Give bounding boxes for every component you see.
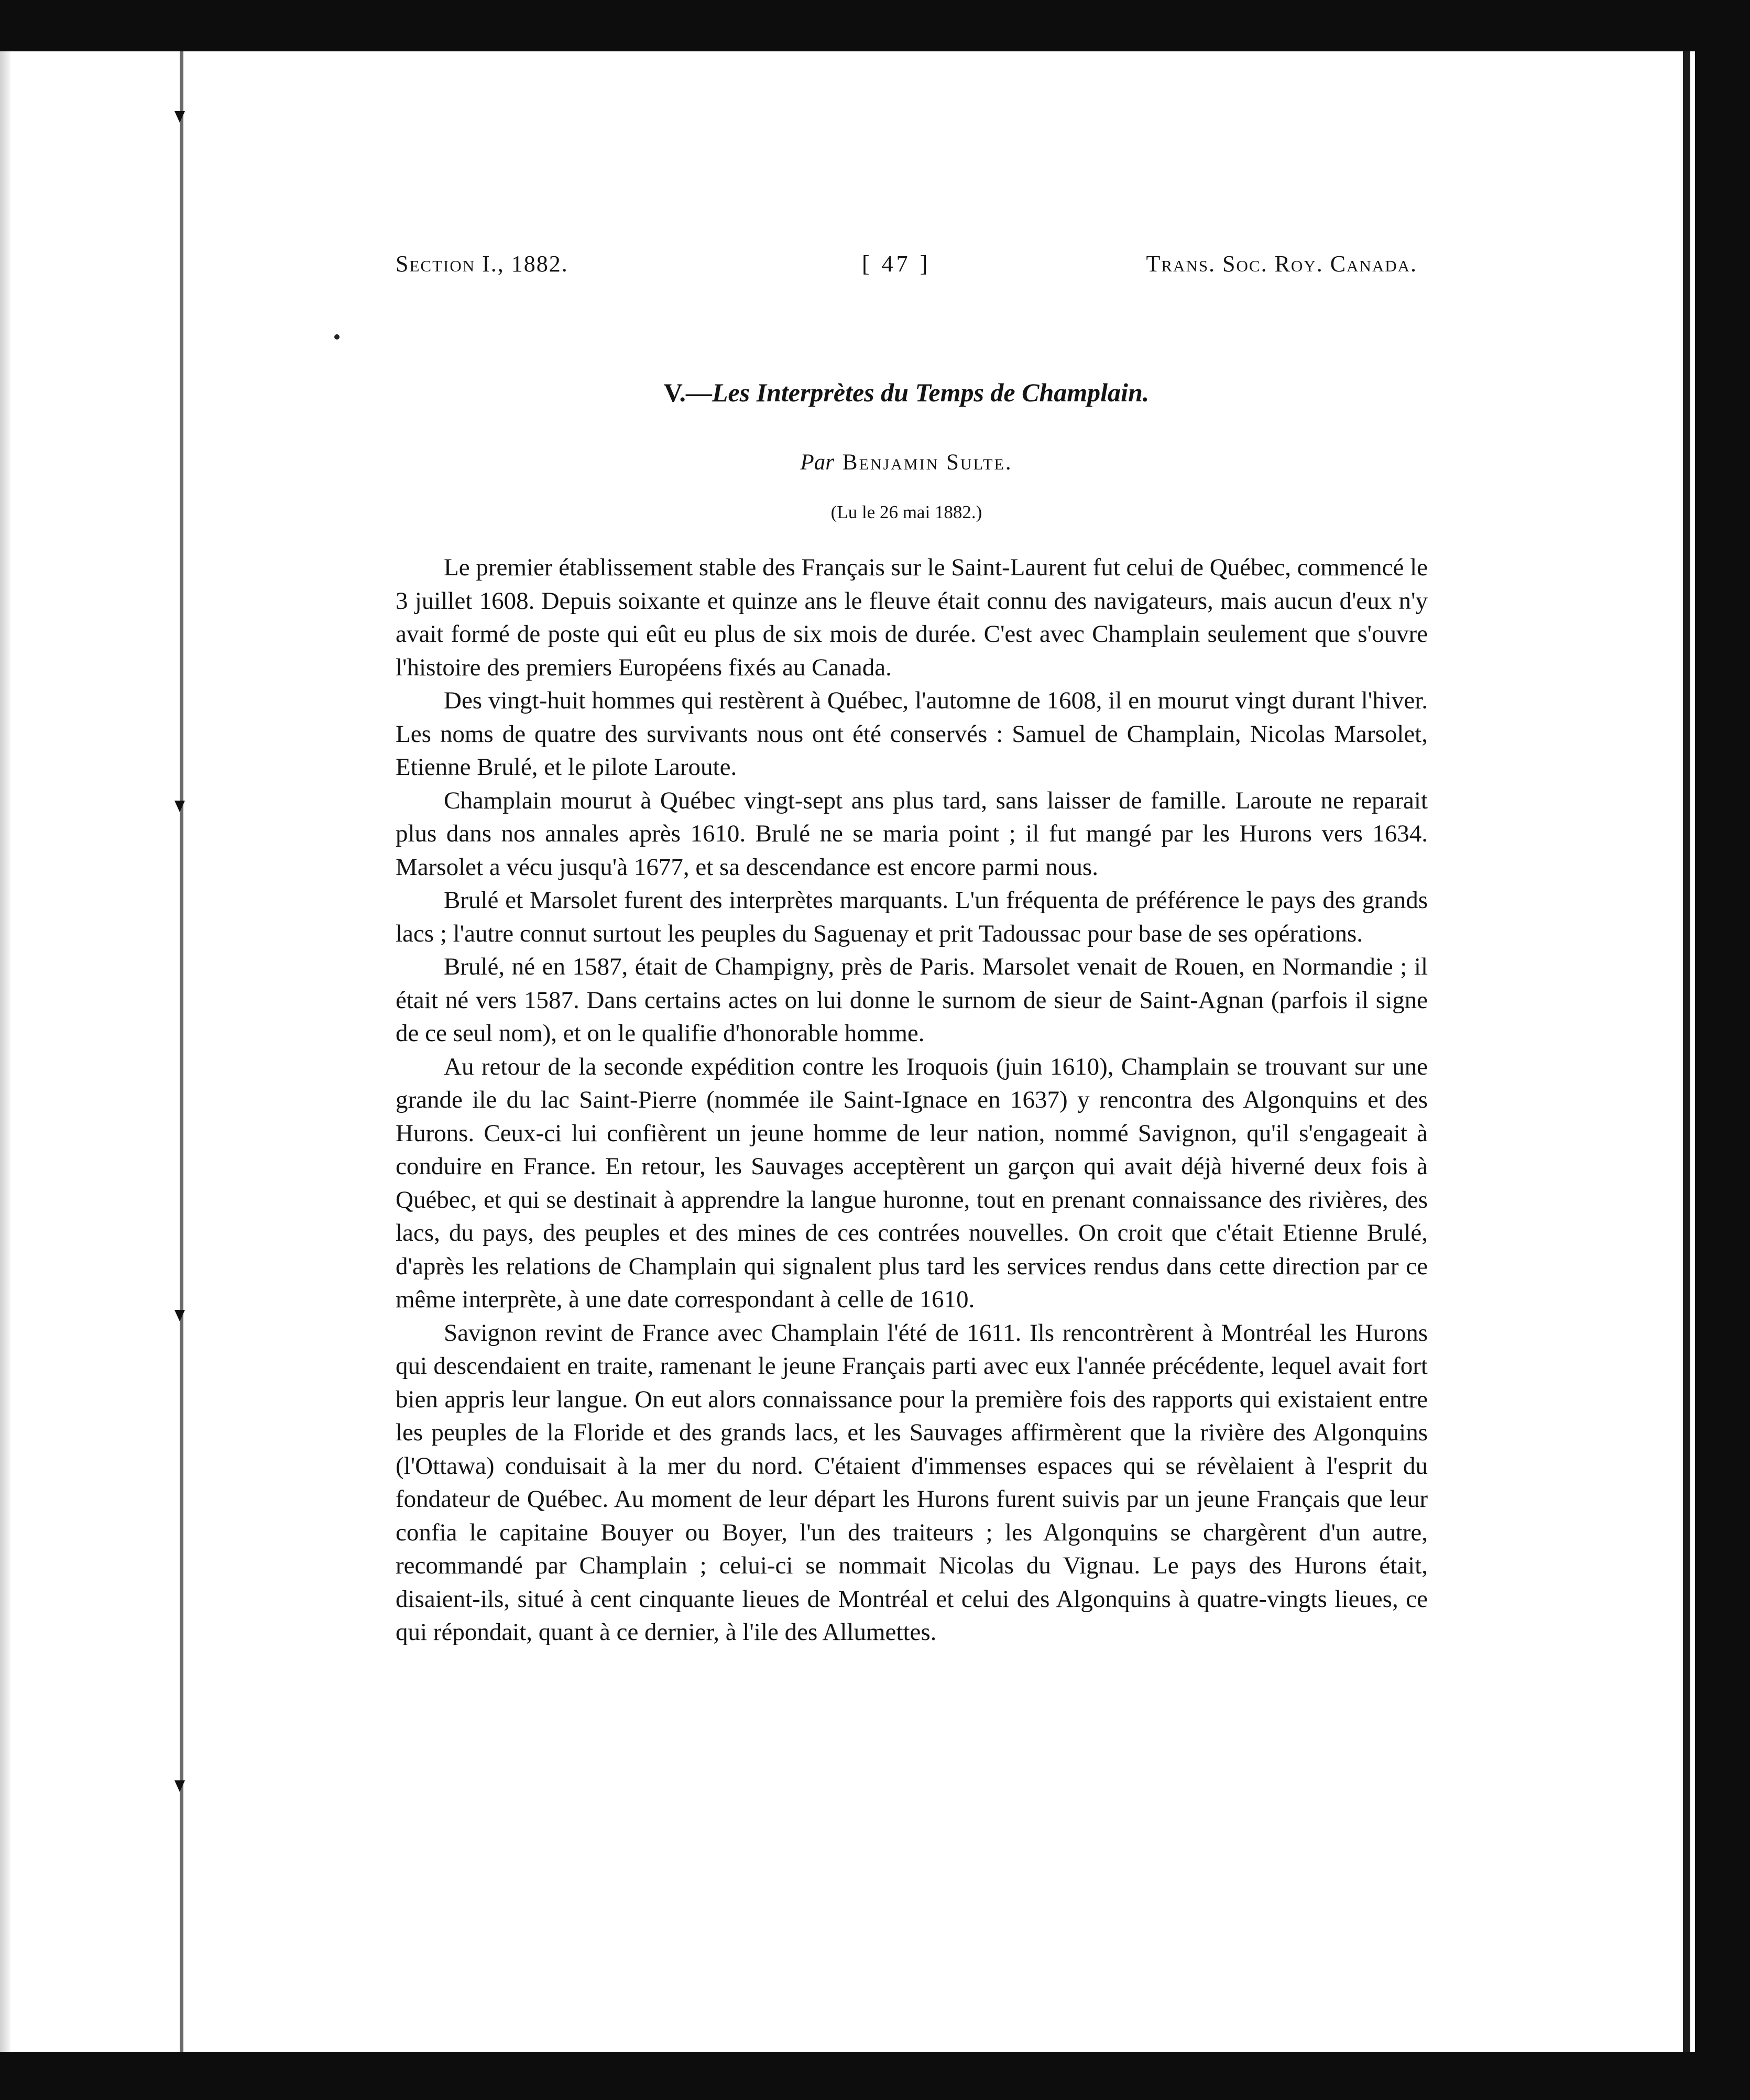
paragraph: Au retour de la seconde expédition contre les Iroquois (juin 1610), Champlain se trouvant sur une grande ile du lac Saint-Pierre (nommée ile Saint-Ignace en 1637) y rencontra des Algonquins et des Hurons. Ceux-ci lui confièrent un jeune homme de leur nation, nommé Savignon, qu'il s'engageait à conduire en France. En retour, les Sauvages acceptèrent un garçon qui avait déjà hiverné deux fois à Québec, et qui se destinait à apprendre la langue huronne, tout en prenant connaissance des rivières, des lacs, du pays, des peuples et des mines de ces contrées nouvelles. On croit que c'était Etienne Brulé, d'après les relations de Champlain qui signalent plus tard les services rendus dans cette direction par ce même interprète, à une date correspondant à celle de 1610. bbox=[396, 1053, 1428, 1313]
article-title-text: Les Interprètes du Temps de Champlain. bbox=[712, 378, 1150, 407]
binding-notch-mark bbox=[174, 111, 185, 123]
paragraph: Des vingt-huit hommes qui restèrent à Québec, l'automne de 1608, il en mourut vingt durant l'hiver. Les noms de quatre des survivants nous ont été conservés : Samuel de Champlain, Nicolas Marsolet, Etienne Brulé, et le pilote Laroute. bbox=[396, 687, 1428, 781]
running-header-journal: Trans. Soc. Roy. Canada. bbox=[1146, 251, 1417, 277]
binding-line bbox=[180, 51, 183, 2052]
scan-border-bottom bbox=[0, 2052, 1750, 2100]
scan-border-right bbox=[1695, 0, 1750, 2100]
binding-gutter bbox=[0, 51, 10, 2052]
read-date: (Lu le 26 mai 1882.) bbox=[830, 502, 982, 522]
article-title bbox=[396, 377, 1417, 408]
binding-notch-mark bbox=[174, 801, 185, 812]
running-header bbox=[396, 250, 1417, 287]
binding-notch-mark bbox=[174, 1310, 185, 1321]
page-number: [ 47 ] bbox=[862, 251, 931, 277]
paragraph: Champlain mourut à Québec vingt-sept ans plus tard, sans laisser de famille. Laroute ne reparait plus dans nos annales après 1610. Brulé ne se maria point ; il fut mangé par les Hurons vers 1634. Marsolet a vécu jusqu'à 1677, et sa descendance est encore parmi nous. bbox=[396, 786, 1428, 881]
author-name: Benjamin Sulte. bbox=[842, 450, 1013, 475]
scan-border-top bbox=[0, 0, 1750, 51]
paragraph: Le premier établissement stable des Français sur le Saint-Laurent fut celui de Québec, commencé le 3 juillet 1608. Depuis soixante et quinze ans le fleuve était connu des navigateurs, mais aucun d'eux n'y avait formé de poste qui eût eu plus de six mois de durée. C'est avec Champlain seulement que s'ouvre l'histoire des premiers Européens fixés au Canada. bbox=[396, 554, 1428, 681]
byline bbox=[396, 450, 1417, 475]
byline-prefix: Par bbox=[800, 450, 834, 475]
article-number: V.— bbox=[663, 378, 712, 407]
article-body bbox=[396, 551, 1428, 1649]
running-header-section: Section I., 1882. bbox=[396, 251, 568, 277]
margin-speck bbox=[334, 334, 340, 340]
paragraph: Savignon revint de France avec Champlain l'été de 1611. Ils rencontrèrent à Montréal les Hurons qui descendaient en traite, ramenant le jeune Français parti avec eux l'année précédente, lequel avait fort bien appris leur langue. On eut alors connaissance pour la première fois des rapports qui existaient entre les peuples de la Floride et des grands lacs, et les Sauvages affirmèrent que la rivière des Algonquins (l'Ottawa) conduisait à la mer du nord. C'étaient d'immenses espaces qui se révèlaient à l'esprit du fondateur de Québec. Au moment de leur départ les Hurons furent suivis par un jeune Français que leur confia le capitaine Bouyer ou Boyer, l'un des traiteurs ; les Algonquins se chargèrent d'un autre, recommandé par Champlain ; celui-ci se nommait Nicolas du Vignau. Le pays des Hurons était, disaient-ils, situé à cent cinquante lieues de Montréal et celui des Algonquins à quatre-vingts lieues, ce qui répondait, quant à ce dernier, à l'ile des Allumettes. bbox=[396, 1319, 1428, 1646]
page-edge-right bbox=[1683, 51, 1690, 2052]
paragraph: Brulé, né en 1587, était de Champigny, près de Paris. Marsolet venait de Rouen, en Normandie ; il était né vers 1587. Dans certains actes on lui donne le surnom de sieur de Saint-Agnan (parfois il signe de ce seul nom), et on le qualifie d'honorable homme. bbox=[396, 953, 1428, 1047]
paragraph: Brulé et Marsolet furent des interprètes marquants. L'un fréquenta de préférence le pays des grands lacs ; l'autre connut surtout les peuples du Saguenay et prit Tadoussac pour base de ses opérations. bbox=[396, 887, 1428, 947]
binding-notch-mark bbox=[174, 1780, 185, 1792]
